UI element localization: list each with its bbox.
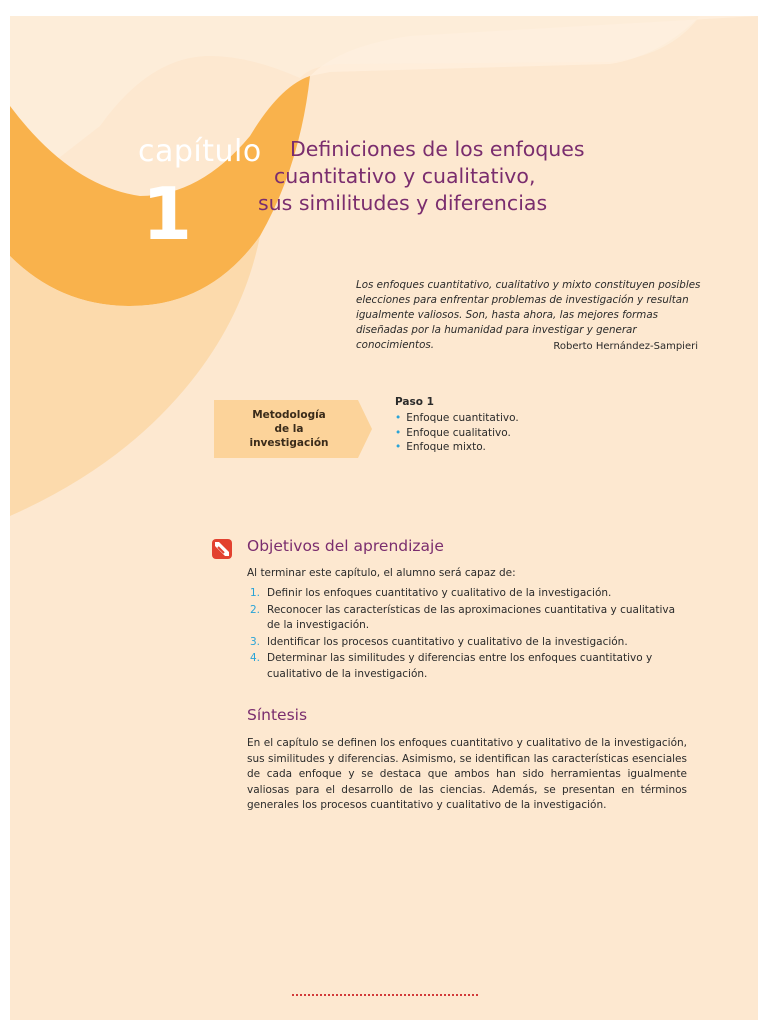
step-item-text: Enfoque cualitativo. bbox=[406, 426, 511, 439]
methodology-tag-line: de la bbox=[274, 423, 304, 435]
chapter-label: capítulo bbox=[138, 134, 262, 169]
methodology-tag bbox=[214, 408, 364, 450]
list-item bbox=[395, 411, 519, 426]
list-item bbox=[250, 651, 690, 682]
item-text: Reconocer las características de las aproximaciones cuantitativa y cualitativa de la investigación. bbox=[267, 603, 676, 631]
synthesis-heading: Síntesis bbox=[247, 706, 308, 724]
item-text: Identificar los procesos cuantitativo y cualitativo de la investigación. bbox=[267, 635, 628, 648]
objectives-list bbox=[250, 586, 690, 683]
chapter-title-line: sus similitudes y diferencias bbox=[258, 191, 548, 215]
item-text: Determinar las similitudes y diferencias entre los enfoques cuantitativo y cualitativo de la investigación. bbox=[267, 652, 653, 680]
chapter-number: 1 bbox=[142, 172, 193, 256]
list-item bbox=[395, 440, 519, 455]
item-text: Definir los enfoques cuantitativo y cualitativo de la investigación. bbox=[267, 587, 612, 599]
bullet-icon: • bbox=[395, 441, 402, 453]
objectives-heading: Objetivos del aprendizaje bbox=[247, 537, 444, 555]
item-number: 4. bbox=[250, 652, 261, 664]
footer-divider bbox=[292, 994, 478, 996]
item-number: 2. bbox=[250, 603, 261, 616]
step-title: Paso 1 bbox=[395, 396, 434, 408]
list-item bbox=[250, 603, 690, 634]
chapter-title-line: cuantitativo y cualitativo, bbox=[274, 164, 536, 188]
bullet-icon: • bbox=[395, 412, 402, 424]
synthesis-text: En el capítulo se definen los enfoques cuantitativo y cualitativo de la investigación, sus similitudes y diferencias. Asimismo, se identifican las características esenciales de cada enfoque y se destaca que ambos han sido herramientas igualmente valiosas para el desarrollo de las ciencias. Además, se presentan en términos generales los procesos cuantitativo y cualitativo de la investigación. bbox=[247, 737, 687, 811]
item-number: 1. bbox=[250, 587, 261, 599]
item-number: 3. bbox=[250, 635, 261, 648]
methodology-tag-line: Metodología bbox=[252, 409, 326, 421]
methodology-tag-line: investigación bbox=[249, 437, 329, 449]
list-item bbox=[250, 586, 690, 602]
epigraph-author: Roberto Hernández-Sampieri bbox=[553, 341, 698, 352]
step-item-text: Enfoque cuantitativo. bbox=[406, 412, 519, 424]
list-item bbox=[395, 426, 519, 441]
list-item bbox=[250, 635, 690, 651]
chapter-title bbox=[258, 136, 638, 217]
objectives-icon bbox=[212, 539, 232, 559]
page bbox=[10, 16, 758, 1020]
step-list bbox=[395, 411, 519, 455]
epigraph-text: Los enfoques cuantitativo, cualitativo y mixto constituyen posibles elecciones para enfrentar problemas de investigación y resultan igualmente valiosos. Son, hasta ahora, las mejores formas diseñadas por la humanidad para investigar y generar conocimientos. bbox=[356, 279, 701, 351]
decorative-shapes bbox=[10, 16, 758, 536]
objectives-intro: Al terminar este capítulo, el alumno será capaz de: bbox=[247, 567, 516, 579]
chapter-title-line: Definiciones de los enfoques bbox=[290, 137, 585, 161]
step-item-text: Enfoque mixto. bbox=[406, 441, 486, 453]
step-block bbox=[395, 396, 519, 455]
bullet-icon: • bbox=[395, 426, 402, 439]
